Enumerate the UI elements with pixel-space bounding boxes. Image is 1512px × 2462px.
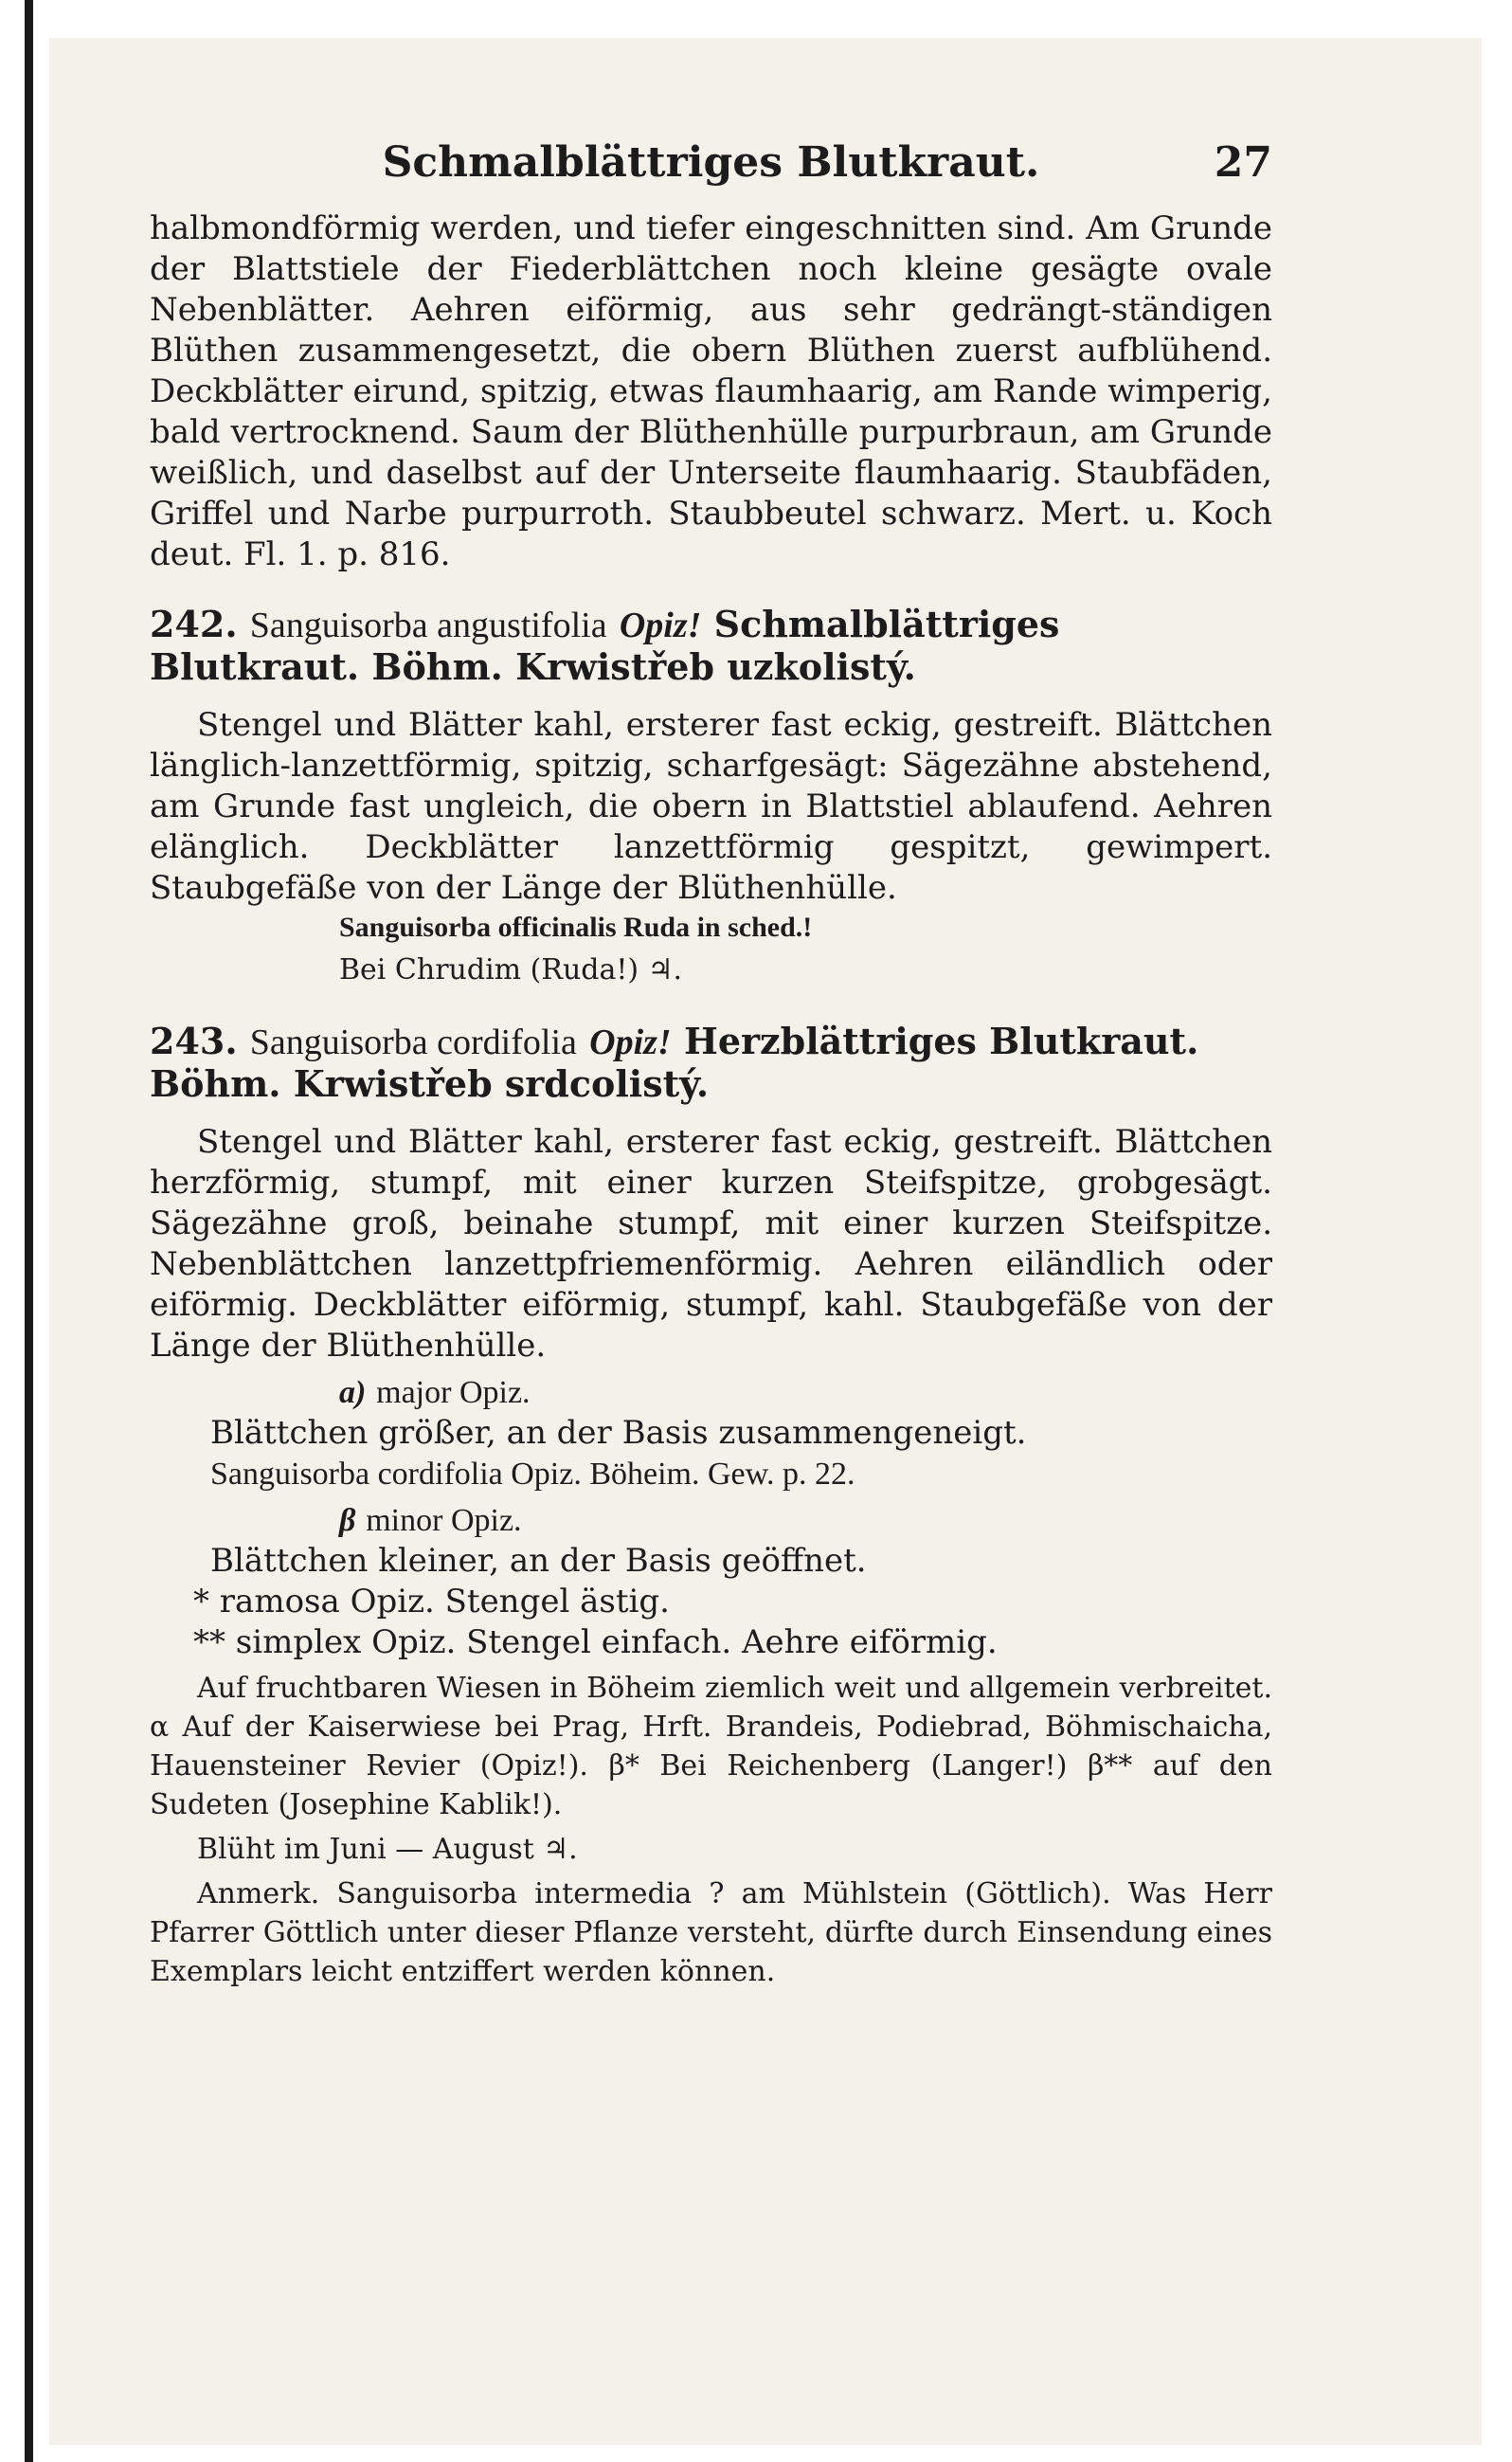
- variety-b-label: β: [339, 1503, 356, 1538]
- running-header: [150, 133, 1272, 191]
- variety-a-desc: Blättchen größer, an der Basis zusammengeneigt.: [210, 1414, 1027, 1452]
- entry-243-description: Stengel und Blätter kahl, ersterer fast eckig, gestreift. Blättchen herzförmig, stumpf, mit einer kurzen Steifspitze, grobgesägt. Sägezähne groß, beinahe stumpf, mit einer kurzen Steifspitze. Nebenblättchen lanzettpfriemenförmig. Aehren eiländlich oder eiförmig. Deckblätter eiförmig, stumpf, kahl. Staubgefäße von der Länge der Blüthenhülle.: [150, 1123, 1272, 1365]
- variety-a-name: major Opiz.: [376, 1375, 531, 1410]
- variety-b-ramosa: * ramosa Opiz. Stengel ästig.: [193, 1583, 670, 1620]
- page-number: 27: [1214, 138, 1272, 187]
- entry-243-number: 243.: [150, 1020, 238, 1062]
- entry-242-locality: Bei Chrudim (Ruda!) ♃.: [339, 953, 683, 987]
- variety-a: [339, 1372, 1272, 1413]
- page-content: [150, 133, 1272, 1991]
- entry-242-number: 242.: [150, 603, 238, 645]
- intro-paragraph: halbmondförmig werden, und tiefer eingeschnitten sind. Am Grunde der Blattstiele der Fiederblättchen noch kleine gesägte ovale Nebenblätter. Aehren eiförmig, aus sehr gedrängt-ständigen Blüthen zusammengesetzt, die obern Blüthen zuerst aufblühend. Deckblätter eirund, spitzig, etwas flaumhaarig, am Rande wimperig, bald vertrocknend. Saum der Blüthenhülle purpurbraun, am Grunde weißlich, und daselbst auf der Unterseite flaumhaarig. Staubfäden, Griffel und Narbe purpurroth. Staubbeutel schwarz. Mert. u. Koch deut. Fl. 1. p. 816.: [150, 209, 1272, 573]
- entry-242-heading: [150, 604, 1272, 688]
- entry-243-latin: Sanguisorba cordifolia: [249, 1023, 577, 1062]
- entry-242-author: Opiz!: [619, 606, 702, 645]
- distribution-paragraph: Auf fruchtbaren Wiesen in Böheim ziemlich weit und allgemein verbreitet. α Auf der Kaiserwiese bei Prag, Hrft. Brandeis, Podiebrad, Böhmischaicha, Hauensteiner Revier (Opiz!). β* Bei Reichenberg (Langer!) β** auf den Sudeten (Josephine Kablik!).: [150, 1672, 1272, 1821]
- entry-242-note: Sanguisorba officinalis Ruda in sched.!: [339, 912, 813, 943]
- binding-edge: [25, 0, 33, 2462]
- variety-b-simplex: ** simplex Opiz. Stengel einfach. Aehre eiförmig.: [193, 1623, 998, 1661]
- entry-243-heading: [150, 1021, 1272, 1105]
- variety-a-synonym: Sanguisorba cordifolia Opiz. Böheim. Gew. p. 22.: [210, 1457, 855, 1492]
- variety-b-name: minor Opiz.: [366, 1503, 522, 1538]
- flowering-line: Blüht im Juni — August ♃.: [197, 1833, 578, 1866]
- variety-b-desc: Blättchen kleiner, an der Basis geöffnet.: [210, 1542, 867, 1580]
- variety-b: [339, 1500, 1272, 1541]
- entry-242-latin: Sanguisorba angustifolia: [249, 606, 607, 645]
- remark-paragraph: Anmerk. Sanguisorba intermedia ? am Mühlstein (Göttlich). Was Herr Pfarrer Göttlich unter dieser Pflanze versteht, dürfte durch Einsendung eines Exemplars leicht entziffert werden können.: [150, 1877, 1272, 1988]
- entry-242-description: Stengel und Blätter kahl, ersterer fast eckig, gestreift. Blättchen länglich-lanzettförmig, spitzig, scharfgesägt: Sägezähne abstehend, am Grunde fast ungleich, die obern in Blattstiel ablaufend. Aehren elänglich. Deckblätter lanzettförmig gespitzt, gewimpert. Staubgefäße von der Länge der Blüthenhülle.: [150, 706, 1272, 907]
- variety-a-label: a): [339, 1375, 367, 1410]
- page-title: Schmalblättriges Blutkraut.: [382, 138, 1040, 187]
- entry-242-german: Schmalblättriges Blutkraut. Böhm. Krwistřeb uzkolistý.: [150, 603, 1060, 688]
- entry-243-german: Herzblättriges Blutkraut. Böhm. Krwistřeb srdcolistý.: [150, 1020, 1199, 1105]
- entry-243-author: Opiz!: [589, 1023, 672, 1062]
